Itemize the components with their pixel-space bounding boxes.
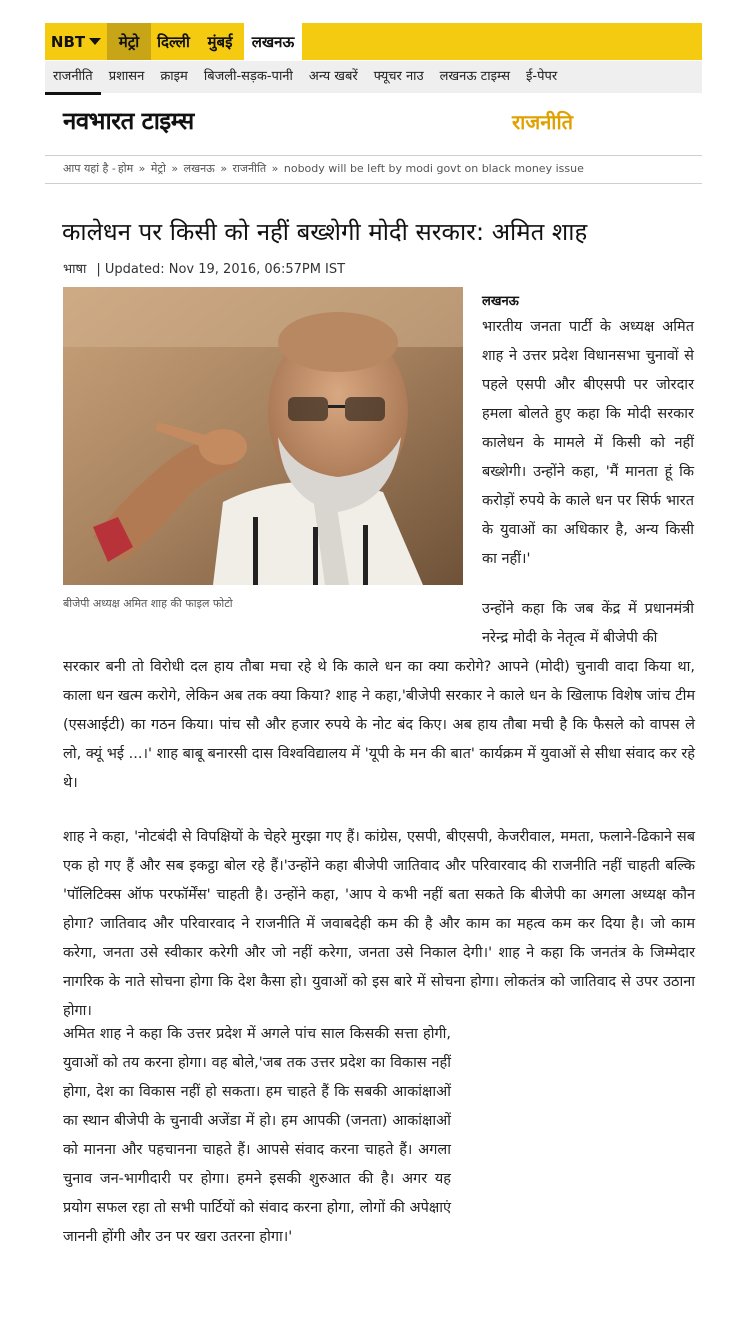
city-tab-metro[interactable]: मेट्रो bbox=[107, 23, 151, 60]
divider bbox=[45, 183, 702, 184]
site-logo[interactable]: नवभारत टाइम्स bbox=[63, 106, 194, 135]
divider bbox=[45, 155, 702, 156]
breadcrumb-separator: » bbox=[171, 162, 179, 175]
section-nav bbox=[45, 61, 702, 93]
article-updated: | Updated: Nov 19, 2016, 06:57PM IST bbox=[96, 262, 346, 277]
article-paragraph: उन्होंने कहा कि जब केंद्र में प्रधानमंत्री नरेन्द्र मोदी के नेतृत्व में बीजेपी की bbox=[482, 601, 694, 646]
city-tab-delhi[interactable]: दिल्ली bbox=[157, 32, 190, 51]
breadcrumb-separator: » bbox=[271, 162, 279, 175]
city-bar bbox=[45, 23, 702, 60]
article-dateline: लखनऊ bbox=[482, 294, 519, 309]
article-byline bbox=[63, 259, 345, 277]
nav-item-politics[interactable]: राजनीति bbox=[45, 61, 101, 93]
breadcrumb-metro[interactable]: मेट्रो bbox=[150, 162, 166, 175]
breadcrumb-separator: » bbox=[220, 162, 228, 175]
nbt-label: NBT bbox=[50, 32, 86, 51]
breadcrumb-politics[interactable]: राजनीति bbox=[232, 162, 267, 175]
breadcrumb-separator: » bbox=[138, 162, 146, 175]
breadcrumb-current: nobody will be left by modi govt on black money issue bbox=[283, 162, 584, 175]
section-title[interactable]: राजनीति bbox=[512, 110, 574, 134]
article-paragraph: भारतीय जनता पार्टी के अध्यक्ष अमित शाह ने उत्तर प्रदेश विधानसभा चुनावों से पहले एसपी और बीएसपी पर जोरदार हमला बोलते हुए कहा कि मोदी सरकार कालेधन के मामले में किसी को नहीं बख्शेगी। उन्होंने कहा, 'मैं मानता हूं कि करोड़ों रुपये के काले धन पर सिर्फ भारत के युवाओं का अधिकार है, अन्य किसी का नहीं।' bbox=[482, 319, 694, 567]
breadcrumb-prefix: आप यहां है - bbox=[63, 162, 116, 175]
photo-caption: बीजेपी अध्यक्ष अमित शाह की फाइल फोटो bbox=[63, 597, 233, 610]
article-headline: कालेधन पर किसी को नहीं बख्शेगी मोदी सरकार: अमित शाह bbox=[62, 218, 588, 246]
breadcrumb-lucknow[interactable]: लखनऊ bbox=[183, 162, 215, 175]
breadcrumb bbox=[63, 161, 586, 176]
nav-item-other-news[interactable]: अन्य खबरें bbox=[308, 69, 358, 84]
nav-item-administration[interactable]: प्रशासन bbox=[108, 69, 145, 84]
article-paragraph: सरकार बनी तो विरोधी दल हाय तौबा मचा रहे थे कि काले धन का क्या करोगे? आपने (मोदी) चुनावी वादा किया था, काला धन खत्म करोगे, लेकिन अब तक क्या किया? शाह ने कहा,'बीजेपी सरकार ने काले धन के खिलाफ विशेष जांच टीम (एसआईटी) का गठन किया। पांच सौ और हजार रुपये के नोट बंद किए। अब हाय तौबा मची है कि फैसले को वापस ले लो, क्यूं भई ...।' शाह बाबू बनारसी दास विश्वविद्यालय में 'यूपी के मन की बात' कार्यक्रम में युवाओं से सीधा संवाद कर रहे थे। bbox=[63, 659, 695, 791]
nav-item-crime[interactable]: क्राइम bbox=[160, 69, 188, 84]
breadcrumb-home[interactable]: होम bbox=[117, 162, 134, 175]
article-paragraph: अमित शाह ने कहा कि उत्तर प्रदेश में अगले पांच साल किसकी सत्ता होगी, युवाओं को तय करना होगा। वह बोले,'जब तक उत्तर प्रदेश का विकास नहीं होगा, देश का विकास नहीं हो सकता। हम चाहते हैं कि सबकी आकांक्षाओं का स्थान बीजेपी के चुनावी अजेंडा में हो। हम आपकी (जनता) आकांक्षाओं को मानना और पहचानना चाहते हैं। आपसे संवाद करना चाहते हैं। अगला चुनाव जन-भागीदारी पर होगा। हमने इसकी शुरुआत की है। अगर यह प्रयोग सफल रहा तो सभी पार्टियों को संवाद करना होगा, लोगों की अपेक्षाएं जाननी होंगी और उन पर खरा उतरना होगा।' bbox=[63, 1026, 451, 1245]
city-tab-lucknow[interactable]: लखनऊ bbox=[244, 23, 302, 60]
photo-illustration bbox=[63, 287, 463, 585]
chevron-down-icon bbox=[89, 38, 101, 45]
nav-item-epaper[interactable]: ई-पेपर bbox=[526, 69, 558, 84]
city-tab-mumbai[interactable]: मुंबई bbox=[207, 32, 233, 51]
nav-item-electricity-road-water[interactable]: बिजली-सड़क-पानी bbox=[203, 69, 293, 84]
article-photo bbox=[63, 287, 463, 585]
nav-item-future-now[interactable]: फ्यूचर नाउ bbox=[373, 69, 424, 84]
article-source[interactable]: भाषा bbox=[63, 262, 87, 277]
article-paragraph: शाह ने कहा, 'नोटबंदी से विपक्षियों के चेहरे मुरझा गए हैं। कांग्रेस, एसपी, बीएसपी, केजरीवाल, ममता, फलाने-ढिकाने सब एक हो गए हैं और सब इकट्ठा बोल रहे हैं।'उन्होंने कहा बीजेपी जातिवाद और परिवारवाद की राजनीति नहीं चाहती बल्कि 'पॉलिटिक्स ऑफ परफॉर्मेंस' चाहती है। उन्होंने कहा, 'आप ये कभी नहीं बता सकते कि बीजेपी का अगला अध्यक्ष कौन होगा? जातिवाद और परिवारवाद ने राजनीति में जवाबदेही कम की है और काम का महत्व कम कर दिया है। जो काम करेगा, जनता उसे स्वीकार करेगी और जो नहीं करेगा, जनता उसे निकाल देगी।' शाह ने कहा कि जनतंत्र के जिम्मेदार नागरिक के नाते सोचना होगा कि देश कैसा हो। युवाओं को इस बारे में सोचना होगा। लोकतंत्र को जातिवाद से उपर उठाना होगा। bbox=[63, 829, 695, 1019]
nav-item-lucknow-times[interactable]: लखनऊ टाइम्स bbox=[439, 69, 510, 84]
nbt-menu-button[interactable] bbox=[45, 23, 107, 60]
